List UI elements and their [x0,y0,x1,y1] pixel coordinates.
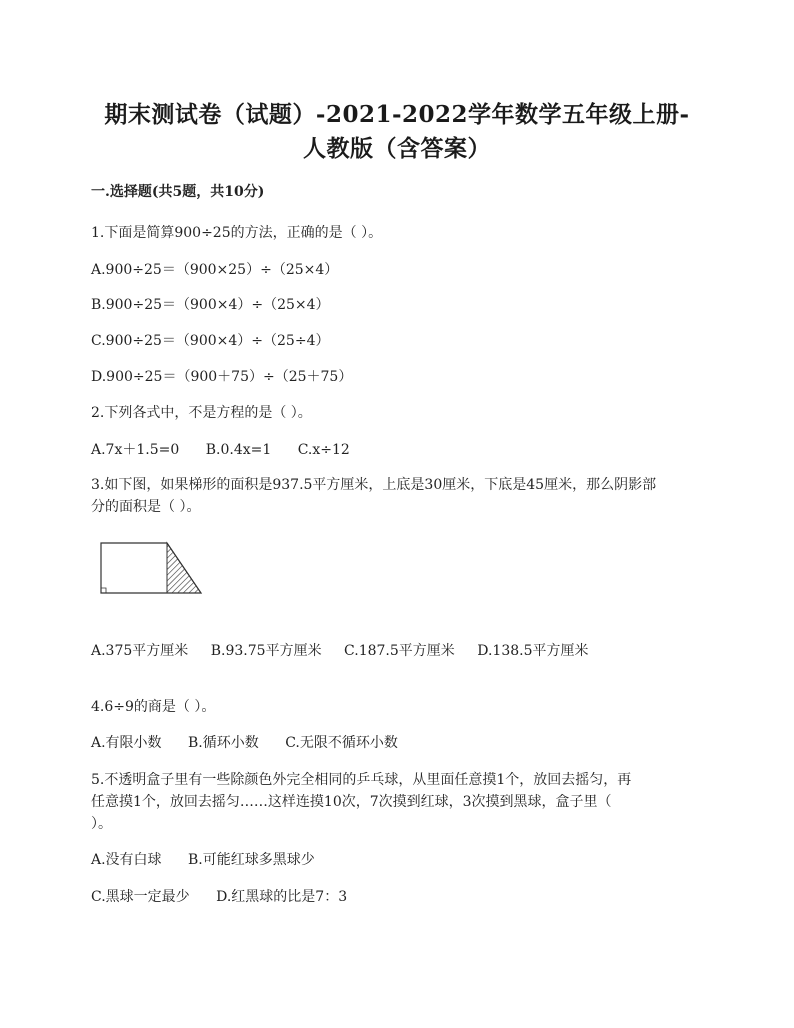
question-5-options-row1 [91,849,337,869]
question-2-option-c: C.x÷12 [297,442,350,458]
question-2-option-a: A.7x＋1.5=0 [91,442,180,458]
question-1-option-a: A.900÷25＝（900×25）÷（25×4） [91,262,339,278]
question-3-option-d: D.138.5平方厘米 [477,643,589,659]
section-heading: 一.选择题(共5题，共10分) [91,184,265,200]
question-2-stem: 2.下列各式中，不是方程的是（ ）。 [91,405,312,421]
question-3-stem-line2: 分的面积是（ ）。 [91,499,201,515]
trapezoid-figure [99,541,205,597]
question-3-stem-line1: 3.如下图，如果梯形的面积是937.5平方厘米，上底是30厘米，下底是45厘米，那么阴影部 [91,477,657,493]
question-3-options [91,640,607,660]
question-4-option-b: B.循环小数 [188,735,259,751]
document-title-line1: 期末测试卷（试题）-2021-2022学年数学五年级上册- [104,101,690,128]
question-3-option-c: C.187.5平方厘米 [344,643,455,659]
question-4-options [91,732,420,752]
question-4-option-a: A.有限小数 [91,735,162,751]
question-5-stem-line3: ）。 [91,816,112,832]
question-5-option-d: D.红黑球的比是7：3 [216,889,348,905]
question-1-option-c: C.900÷25＝（900×4）÷（25÷4） [91,333,330,349]
question-5-option-c: C.黑球一定最少 [91,889,190,905]
question-5-options-row2 [91,886,369,906]
question-2-options [91,439,372,459]
question-1-stem: 1.下面是简算900÷25的方法，正确的是（ ）。 [91,225,383,241]
question-5-stem-line2: 任意摸1个，放回去摇匀……这样连摸10次，7次摸到红球，3次摸到黑球，盒子里（ [91,794,612,810]
question-4-option-c: C.无限不循环小数 [285,735,398,751]
question-3-option-b: B.93.75平方厘米 [210,643,322,659]
question-5-stem-line1: 5.不透明盒子里有一些除颜色外完全相同的乒乓球，从里面任意摸1个，放回去摇匀，再 [91,772,632,788]
question-1-option-d: D.900÷25＝（900＋75）÷（25＋75） [91,369,353,385]
question-2-option-b: B.0.4x=1 [205,442,272,458]
question-5-option-b: B.可能红球多黑球少 [188,852,315,868]
question-4-stem: 4.6÷9的商是（ ）。 [91,699,216,715]
question-3-option-a: A.375平方厘米 [91,643,189,659]
question-5-option-a: A.没有白球 [91,852,162,868]
question-1-option-b: B.900÷25＝（900×4）÷（25×4） [91,297,330,313]
right-angle-mark [101,588,106,593]
document-title-line2: 人教版（含答案） [303,135,491,162]
